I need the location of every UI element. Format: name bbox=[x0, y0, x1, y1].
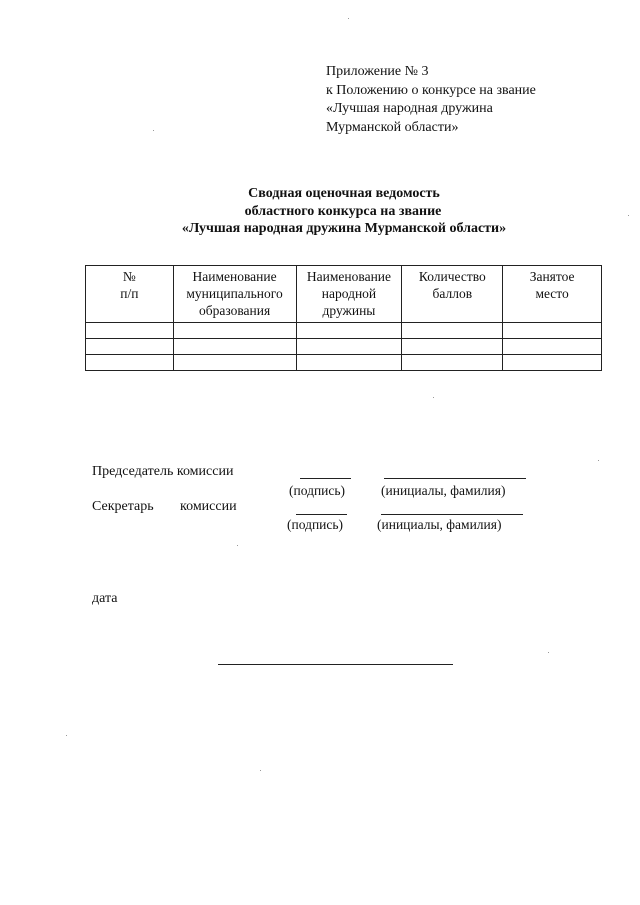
appendix-line-2: к Положению о конкурсе на звание bbox=[326, 82, 536, 98]
header-municipality bbox=[173, 266, 296, 323]
appendix-line-4: Мурманской области» bbox=[326, 119, 459, 135]
document-title bbox=[0, 185, 640, 238]
header-municipality-l2: муниципального bbox=[186, 286, 283, 301]
table-cell bbox=[402, 339, 503, 355]
table-row bbox=[86, 323, 602, 339]
scan-speck bbox=[548, 652, 549, 653]
scan-speck bbox=[433, 397, 434, 398]
table-cell bbox=[173, 355, 296, 371]
secretary-signature-line bbox=[296, 514, 347, 515]
table-cell bbox=[402, 323, 503, 339]
secretary-name-line bbox=[381, 514, 523, 515]
secretary-label-2: комиссии bbox=[180, 499, 237, 514]
appendix-header bbox=[326, 63, 536, 137]
table-cell bbox=[86, 339, 174, 355]
header-place-l2: место bbox=[535, 286, 569, 301]
table-cell bbox=[503, 355, 602, 371]
table-cell bbox=[296, 339, 402, 355]
header-druzhina-l2: народной bbox=[321, 286, 377, 301]
header-druzhina-l3: дружины bbox=[322, 303, 376, 318]
header-druzhina bbox=[296, 266, 402, 323]
header-municipality-l3: образования bbox=[198, 303, 271, 318]
chairman-signature-line bbox=[300, 478, 351, 479]
scan-speck bbox=[237, 545, 238, 546]
header-place bbox=[503, 266, 602, 323]
table-cell bbox=[86, 355, 174, 371]
date-label: дата bbox=[92, 591, 118, 606]
header-municipality-l1: Наименование bbox=[192, 269, 277, 284]
title-line-3: «Лучшая народная дружина Мурманской области» bbox=[181, 221, 507, 236]
scan-speck bbox=[260, 770, 261, 771]
header-number bbox=[86, 266, 174, 323]
scan-speck bbox=[628, 215, 629, 216]
secretary-name-hint: (инициалы, фамилия) bbox=[377, 517, 502, 532]
chairman-name-line bbox=[384, 478, 526, 479]
secretary-signature-hint: (подпись) bbox=[287, 517, 344, 532]
title-line-2: областного конкурса на звание bbox=[244, 203, 442, 219]
header-points-l2: баллов bbox=[432, 286, 473, 301]
table-cell bbox=[503, 323, 602, 339]
results-table bbox=[85, 265, 602, 371]
appendix-line-1: Приложение № 3 bbox=[326, 64, 429, 79]
table-header-row bbox=[86, 266, 602, 323]
table-cell bbox=[173, 323, 296, 339]
header-number-l1: № bbox=[122, 269, 136, 284]
chairman-signature-hint: (подпись) bbox=[289, 483, 346, 498]
secretary-label: Секретарь bbox=[92, 499, 154, 514]
scan-speck bbox=[598, 460, 599, 461]
table-cell bbox=[296, 323, 402, 339]
header-number-l2: п/п bbox=[120, 286, 139, 301]
chairman-name-hint: (инициалы, фамилия) bbox=[381, 483, 506, 498]
table-cell bbox=[503, 339, 602, 355]
header-place-l1: Занятое bbox=[529, 269, 575, 284]
appendix-line-3: «Лучшая народная дружина bbox=[326, 101, 493, 116]
scan-speck bbox=[66, 735, 67, 736]
header-points-l1: Количество bbox=[418, 269, 486, 284]
table-row bbox=[86, 355, 602, 371]
chairman-label: Председатель комиссии bbox=[92, 464, 234, 479]
header-druzhina-l1: Наименование bbox=[306, 269, 392, 284]
header-points bbox=[402, 266, 503, 323]
date-line bbox=[218, 664, 453, 665]
table-cell bbox=[402, 355, 503, 371]
table-cell bbox=[173, 339, 296, 355]
table-cell bbox=[296, 355, 402, 371]
scan-speck bbox=[348, 18, 349, 19]
scan-speck bbox=[153, 130, 154, 131]
title-line-1: Сводная оценочная ведомость bbox=[248, 186, 440, 201]
table-cell bbox=[86, 323, 174, 339]
table-row bbox=[86, 339, 602, 355]
